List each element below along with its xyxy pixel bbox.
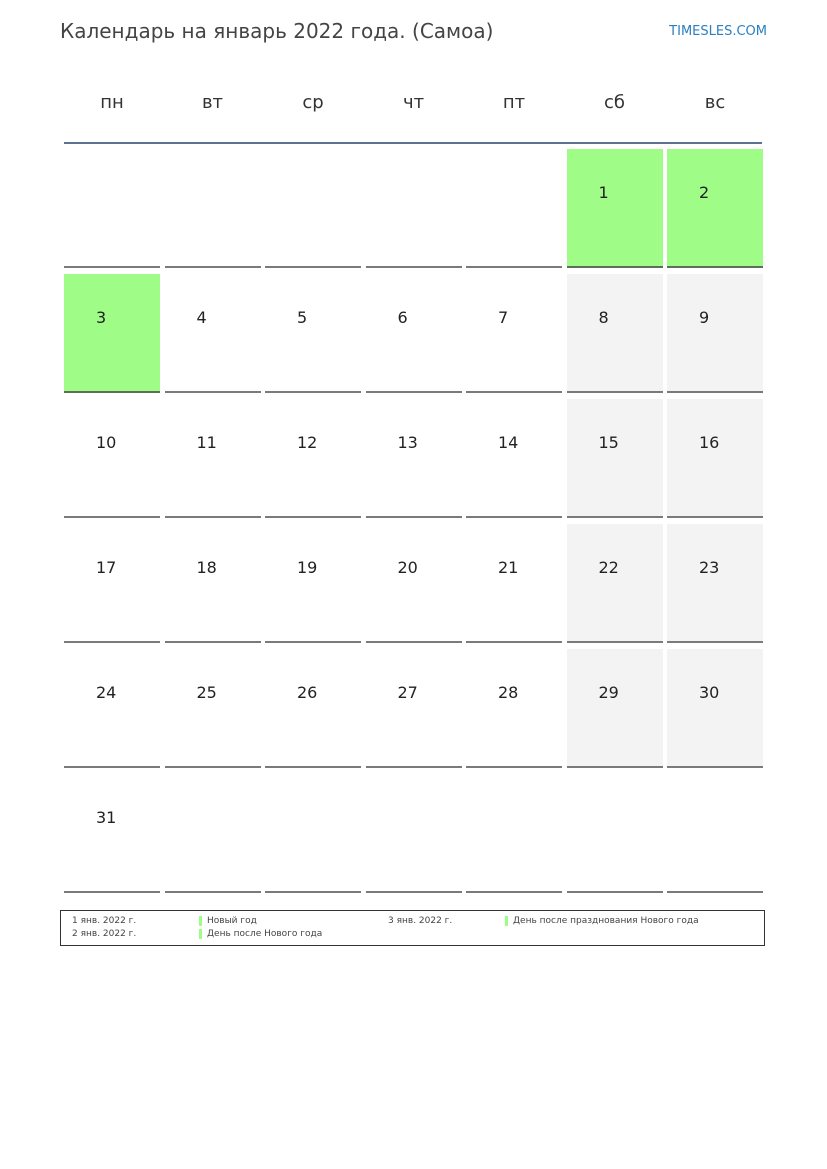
day-cell-13 [366,399,462,518]
day-number: 27 [397,683,418,702]
day-cell-15 [567,399,663,518]
day-number: 25 [196,683,217,702]
weekday-label-wed: ср [302,92,324,113]
day-cell-3 [64,274,160,393]
day-cell-8 [567,274,663,393]
day-cell-1 [567,149,663,268]
day-cell-21 [466,524,562,643]
day-cell-9 [667,274,763,393]
day-number: 19 [297,558,318,577]
day-number: 8 [598,308,609,327]
legend-color-marker [505,916,508,926]
page-title: Календарь на январь 2022 года. (Самоа) [60,19,494,43]
site-link[interactable]: TIMESLES.COM [669,24,767,39]
day-cell-12 [265,399,361,518]
day-number: 20 [397,558,418,577]
day-number: 23 [699,558,720,577]
empty-day-cell [466,774,562,893]
empty-day-cell [165,774,261,893]
day-cell-24 [64,649,160,768]
day-number: 13 [397,433,418,452]
weekday-label-fri: пт [502,92,526,113]
day-cell-10 [64,399,160,518]
empty-day-cell [165,149,261,268]
day-number: 6 [397,308,408,327]
day-cell-26 [265,649,361,768]
weekday-label-sun: вс [704,92,726,113]
day-cell-22 [567,524,663,643]
day-cell-19 [265,524,361,643]
day-cell-7 [466,274,562,393]
weekday-label-tue: вт [201,92,224,113]
day-number: 14 [498,433,519,452]
empty-day-cell [366,774,462,893]
day-number: 21 [498,558,519,577]
weekday-label-thu: чт [402,92,425,113]
day-number: 10 [96,433,117,452]
empty-day-cell [265,149,361,268]
legend-date-3: 3 янв. 2022 г. [388,916,453,926]
day-cell-18 [165,524,261,643]
day-cell-14 [466,399,562,518]
calendar-grid [64,149,764,895]
day-number: 15 [598,433,619,452]
legend-color-marker [199,916,202,926]
day-cell-17 [64,524,160,643]
day-cell-6 [366,274,462,393]
day-cell-27 [366,649,462,768]
day-number: 29 [598,683,619,702]
day-number: 24 [96,683,117,702]
legend-color-marker [199,929,202,939]
day-cell-16 [667,399,763,518]
day-cell-2 [667,149,763,268]
day-cell-30 [667,649,763,768]
weekday-label-sat: сб [604,92,625,113]
day-cell-28 [466,649,562,768]
day-number: 30 [699,683,720,702]
empty-day-cell [64,149,160,268]
day-number: 17 [96,558,117,577]
day-number: 2 [699,183,710,202]
legend-holiday-name-1: Новый год [207,916,257,926]
day-number: 1 [598,183,609,202]
day-number: 9 [699,308,710,327]
day-cell-11 [165,399,261,518]
day-number: 31 [96,808,117,827]
day-number: 16 [699,433,720,452]
day-number: 18 [196,558,217,577]
day-cell-4 [165,274,261,393]
day-cell-23 [667,524,763,643]
empty-day-cell [466,149,562,268]
legend-holiday-name-2: День после Нового года [207,929,323,939]
legend-date-1: 1 янв. 2022 г. [72,916,137,926]
day-number: 26 [297,683,318,702]
legend-date-2: 2 янв. 2022 г. [72,929,137,939]
empty-day-cell [265,774,361,893]
empty-day-cell [667,774,763,893]
weekday-header-row [64,92,764,116]
day-number: 12 [297,433,318,452]
empty-day-cell [567,774,663,893]
day-cell-25 [165,649,261,768]
holiday-legend [60,910,765,946]
day-number: 3 [96,308,107,327]
legend-holiday-name-3: День после празднования Нового года [513,916,699,926]
day-cell-29 [567,649,663,768]
day-number: 4 [196,308,207,327]
day-number: 5 [297,308,308,327]
day-cell-20 [366,524,462,643]
day-cell-5 [265,274,361,393]
header-divider [64,142,762,144]
day-cell-31 [64,774,160,893]
day-number: 22 [598,558,619,577]
empty-day-cell [366,149,462,268]
day-number: 7 [498,308,509,327]
day-number: 11 [196,433,217,452]
weekday-label-mon: пн [100,92,124,113]
day-number: 28 [498,683,519,702]
